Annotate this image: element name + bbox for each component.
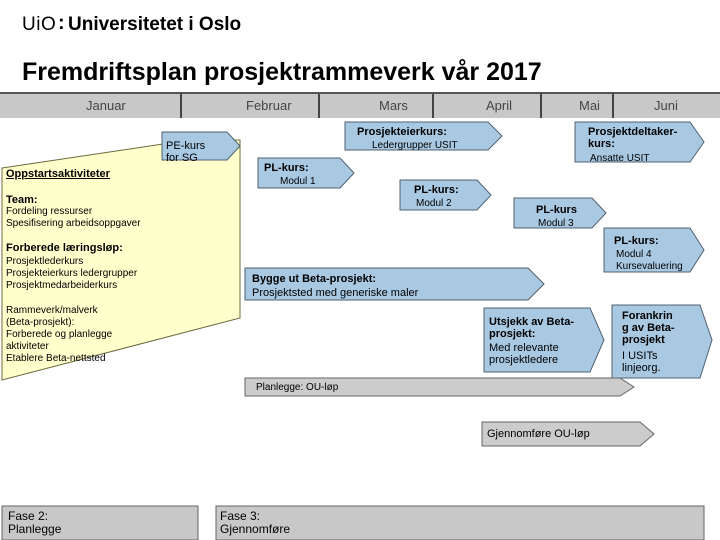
pl-modul4-title: PL-kurs:: [614, 235, 659, 247]
pl-modul1-title: PL-kurs:: [264, 162, 309, 174]
utsjekk-title: Utsjekk av Beta- prosjekt:: [489, 316, 574, 340]
pl-modul4-sub: Kursevaluering: [616, 261, 683, 272]
prosjekteierkurs-sub: Ledergrupper USIT: [372, 140, 458, 151]
fase3-label: Fase 3: Gjennomføre: [220, 509, 291, 536]
pe-kurs-label: PE-kurs for SG: [166, 140, 206, 164]
month-juni: Juni: [654, 98, 678, 113]
logo-uio: UiO: [22, 14, 57, 35]
phase1-heading: Oppstartsaktiviteter: [6, 168, 110, 180]
month-mai: Mai: [579, 98, 600, 113]
framework-line: aktiviteter: [6, 341, 49, 352]
pl-modul4-sub: Modul 4: [616, 249, 652, 260]
learning-line: Prosjektlederkurs: [6, 256, 84, 267]
pl-modul3-title: PL-kurs: [536, 204, 577, 216]
page-title: Fremdriftsplan prosjektrammeverk vår 2017: [22, 58, 542, 86]
pl-modul2-sub: Modul 2: [416, 198, 452, 209]
framework-line: Etablere Beta-nettsted: [6, 353, 106, 364]
month-februar: Februar: [246, 98, 292, 113]
framework-line: Forberede og planlegge: [6, 329, 113, 340]
planlegge-label: Planlegge: OU-løp: [256, 382, 339, 393]
deltakerkurs-title: Prosjektdeltaker- kurs:: [588, 126, 678, 150]
pl-modul2-title: PL-kurs:: [414, 184, 459, 196]
prosjekteierkurs-title: Prosjekteierkurs:: [357, 126, 447, 138]
fase2-label: Fase 2: Planlegge: [8, 509, 62, 536]
framework-line: Rammeverk/malverk: [6, 305, 98, 316]
utsjekk-sub: Med relevante prosjektledere: [489, 342, 559, 366]
beta-prosjekt-title: Bygge ut Beta-prosjekt:: [252, 273, 377, 285]
month-januar: Januar: [86, 98, 126, 113]
learning-heading: Forberede læringsløp:: [6, 242, 123, 254]
beta-prosjekt-sub: Prosjektsted med generiske maler: [252, 287, 419, 299]
team-heading: Team:: [6, 194, 38, 206]
team-line: Fordeling ressurser: [6, 206, 93, 217]
logo-university-name: Universitetet i Oslo: [68, 14, 242, 35]
team-line: Spesifisering arbeidsoppgaver: [6, 218, 141, 229]
logo-colon: :: [58, 12, 65, 34]
learning-line: Prosjektmedarbeiderkurs: [6, 280, 118, 291]
pl-modul1-sub: Modul 1: [280, 176, 316, 187]
framework-line: (Beta-prosjekt):: [6, 317, 75, 328]
gjennomfore-label: Gjennomføre OU-løp: [487, 428, 590, 440]
pl-modul3-sub: Modul 3: [538, 218, 574, 229]
month-april: April: [486, 98, 513, 113]
month-mars: Mars: [379, 98, 408, 113]
deltakerkurs-sub: Ansatte USIT: [590, 153, 650, 164]
forankring-sub: I USITs linjeorg.: [622, 350, 661, 374]
forankring-title: Forankrin g av Beta- prosjekt: [622, 310, 675, 346]
learning-line: Prosjekteierkurs ledergrupper: [6, 268, 138, 279]
